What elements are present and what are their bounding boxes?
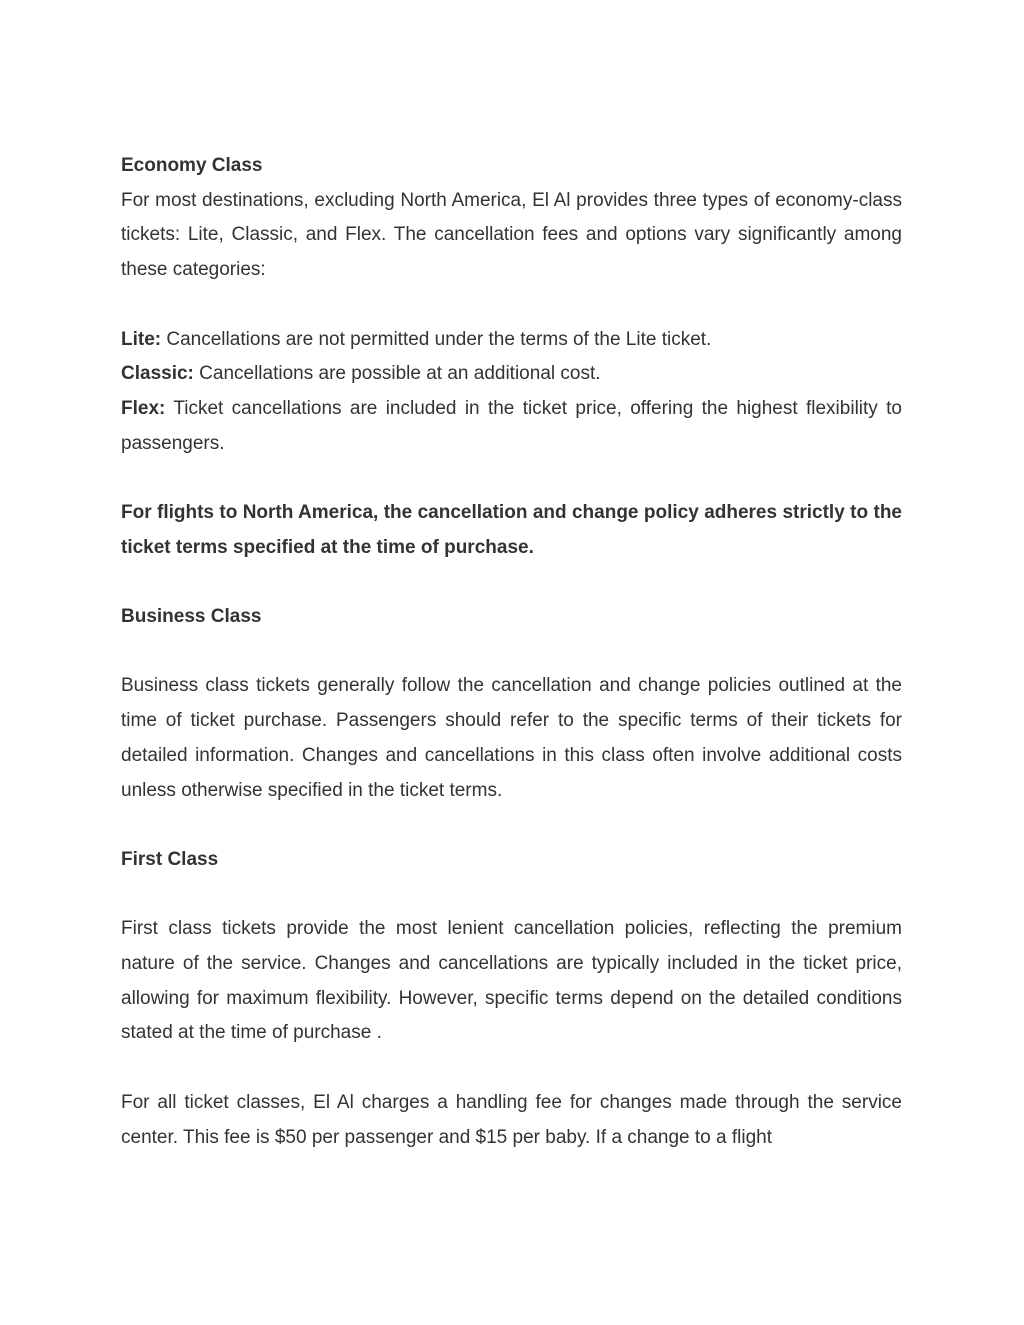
flex-ticket-item [121, 392, 902, 461]
economy-class-heading: Economy Class [121, 155, 263, 176]
classic-ticket-item [121, 357, 902, 392]
spacer [121, 878, 902, 913]
lite-label: Lite: [121, 328, 162, 350]
economy-intro-paragraph: For most destinations, excluding North America, El Al provides three types of economy-class tickets: Lite, Classic, and Flex. The cancellation fees and options vary significantly among these categories: [121, 189, 902, 281]
business-class-paragraph: Business class tickets generally follow the cancellation and change policies outlined at the time of ticket purchase. Passengers should refer to the specific terms of their tickets for detailed information. Changes and cancellations in this class often involve additional costs unless otherwise specified in the ticket terms. [121, 675, 902, 801]
spacer [121, 635, 902, 670]
classic-text: Cancellations are possible at an additional cost. [193, 363, 601, 385]
document-page [121, 149, 902, 1155]
handling-fee-paragraph: For all ticket classes, El Al charges a handling fee for changes made through the service center. This fee is $50 per passenger and $15 per baby. If a change to a flight [121, 1091, 902, 1148]
spacer [121, 461, 902, 496]
first-class-heading: First Class [121, 848, 219, 870]
lite-ticket-item [121, 323, 902, 358]
spacer [121, 565, 902, 600]
flex-label: Flex: [121, 397, 166, 419]
spacer [121, 808, 902, 843]
spacer [121, 288, 902, 323]
flex-text: Ticket cancellations are included in the ticket price, offering the highest flexibility to passengers. [121, 397, 902, 454]
business-class-heading: Business Class [121, 606, 262, 628]
spacer [121, 1051, 902, 1086]
lite-text: Cancellations are not permitted under the terms of the Lite ticket. [161, 328, 712, 350]
first-class-paragraph: First class tickets provide the most lenient cancellation policies, reflecting the premium nature of the service. Changes and cancellations are typically included in the ticket price, allowing for maximum flexibility. However, specific terms depend on the detailed conditions stated at the time of purchase . [121, 918, 902, 1044]
north-america-note: For flights to North America, the cancellation and change policy adheres strictly to the ticket terms specified at the time of purchase. [121, 502, 902, 558]
classic-label: Classic: [121, 363, 194, 385]
